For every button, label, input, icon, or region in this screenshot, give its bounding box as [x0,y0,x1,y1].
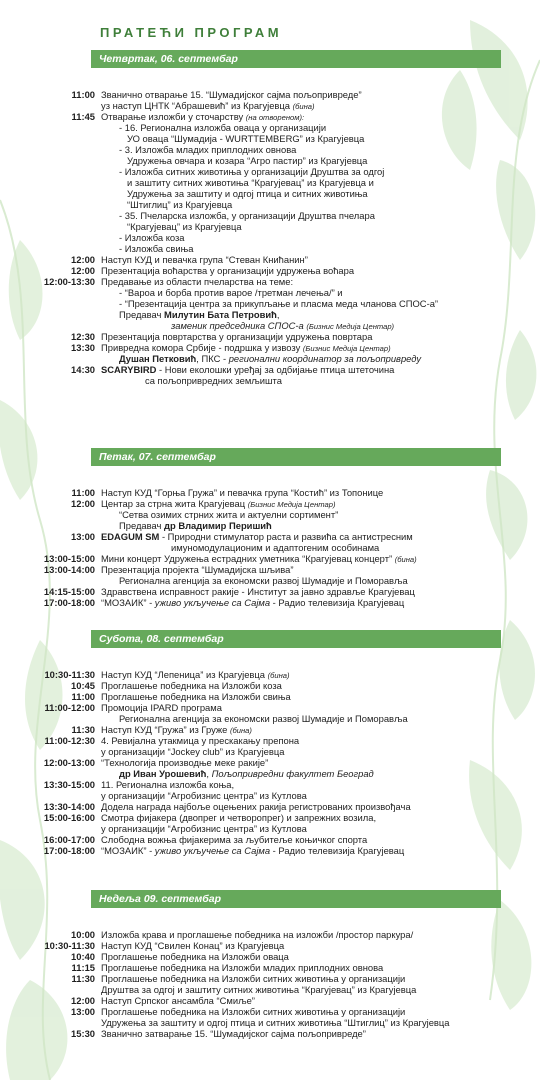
event-italic: регионални координатор за пољопривреду [228,353,422,364]
schedule-text [101,845,404,856]
schedule-time: 11:00-12:30 [44,735,95,746]
event-text: Наступ КУД “Гружа” из Груже [101,724,228,735]
event-text: у организацији “Jockey club” из Крагујевца [101,746,285,757]
schedule-text [101,531,413,542]
schedule-time: 12:00 [71,498,95,509]
event-text: Званично затварање 15. “Шумадијског сајма пољопривреде” [101,1028,366,1039]
schedule-time: 13:30-14:00 [43,801,95,812]
event-text: “Технологија производње меке ракије” [101,757,269,768]
schedule-text [119,768,374,779]
schedule-time: 12:00-13:00 [43,757,95,768]
event-text: - Изложба коза [119,232,185,243]
event-italic: уживо укључење са Сајма [154,845,271,856]
schedule-time: 10:40 [71,951,95,962]
schedule-text [101,779,234,790]
event-text: Додела награда најбоље оцењених ракија регистрованих произвођача [101,801,411,812]
schedule-text [119,575,408,586]
event-text: Наступ КУД “Лепеница” из Крагујевца [101,669,265,680]
event-text: “МОЗАИК” - [101,597,155,608]
event-text: и заштиту ситних животиња “Крагујевац” из Крагујевца и [127,177,374,188]
schedule-time: 13:00 [71,531,95,542]
schedule-text [119,520,272,531]
schedule-text [101,757,268,768]
event-text: Слободна вожња фијакерима за љубитеље коњичког спорта [101,834,368,845]
schedule-time: 10:00 [71,929,95,940]
venue-note: (бина) [292,102,315,111]
schedule-time: 15:30 [71,1028,95,1039]
event-text: имуномодулационим и адаптогеним особинама [171,542,380,553]
schedule-text [119,166,384,177]
day-header: Четвртак, 06. септембар [91,50,501,68]
schedule-text [101,812,376,823]
schedule-text [127,133,364,144]
event-text: Проглашење победника на Изложби младих приплодних овнова [101,962,384,973]
schedule-time: 12:30 [71,331,95,342]
schedule-time: 13:30-15:00 [43,779,95,790]
schedule-text [101,364,394,375]
event-text: Презентација воћарства у организацији удружења воћара [101,265,355,276]
schedule-text [101,735,299,746]
event-text: Презентација пројекта “Шумадијска шљива” [101,564,294,575]
schedule-text [101,276,293,287]
venue-note: (бина) [267,671,290,680]
schedule-text [127,177,374,188]
event-text: 4. Ревијална утакмица у прескакању препона [101,735,300,746]
schedule-text [101,1006,405,1017]
schedule-time: 11:00-12:00 [44,702,95,713]
page-title: ПРАТЕЋИ ПРОГРАМ [100,25,283,40]
schedule-time: 12:00-13:30 [43,276,95,287]
schedule-time: 11:30 [71,724,95,735]
schedule-text [119,353,421,364]
event-text: Промоција IPARD програма [101,702,222,713]
schedule-text [101,254,308,265]
event-text: - Изложба ситних животиња у организацији Друштва за одгој [119,166,385,177]
schedule-time: 17:00-18:00 [43,597,95,608]
event-text: - 35. Пчеларска изложба, у организацији Друштва пчелара [119,210,375,221]
event-text: Наступ КУД “Свилен Конац” из Крагујевца [101,940,285,951]
event-text: Проглашење победника на Изложби ситних животиња у организацији [101,1006,406,1017]
event-rest: , ПКС - [196,353,229,364]
schedule-text [101,89,362,100]
schedule-text [101,680,282,691]
schedule-time: 17:00-18:00 [43,845,95,856]
schedule-text [127,155,367,166]
schedule-text [119,210,375,221]
schedule-text [101,702,222,713]
event-text: Удружења за заштиту и одгој птица и ситних животиња “Штиглиц” из Крагујевца [101,1017,450,1028]
schedule-time: 11:30 [71,973,95,984]
event-text: “МОЗАИК” - [101,845,155,856]
schedule-text [119,232,185,243]
event-text: Привредна комора Србије - подршка у извозу [101,342,301,353]
schedule-time: 10:45 [71,680,95,691]
event-text: - “Презентација центра за прикупљање и пласма меда чланова СПОС-а” [119,298,439,309]
venue-note: (Бизнис Медија Центар) [306,322,395,331]
schedule-time: 14:15-15:00 [43,586,95,597]
schedule-text [101,823,307,834]
event-rest: , [276,309,280,320]
event-italic: заменик председника СПОС-а [171,320,304,331]
event-text: Проглашење победника на Изложби свиња [101,691,291,702]
speaker-name: Душан Петковић [119,353,197,364]
schedule-text [101,995,255,1006]
event-rest: - Радио телевизија Крагујевац [270,845,405,856]
schedule-text [171,542,379,553]
event-text: Презентација повртарства у организацији удружења повртара [101,331,373,342]
event-text: Наступ КУД и певачка група “Стеван Книћанин” [101,254,308,265]
event-text: Предавач [119,309,165,320]
event-rest: - Природни стимулатор раста и развића са антистресним [159,531,413,542]
schedule-time: 12:00 [71,995,95,1006]
event-rest: , [206,768,212,779]
schedule-time: 10:30-11:30 [44,940,95,951]
schedule-text [101,1028,366,1039]
schedule-text [101,487,383,498]
venue-note: (Бизнис Медија Центар) [302,344,391,353]
event-text: Званично отварање 15. “Шумадијског сајма пољопривреде” [101,89,362,100]
event-text: “Крагујевац” из Крагујевца [127,221,242,232]
event-text: Здравствена исправност ракије - Институт за јавно здравље Крагујевац [101,586,415,597]
event-text: Наступ КУД “Горња Гружа” и певачка група “Костић” из Топонице [101,487,384,498]
event-text: уз наступ ЦНТК “Абрашевић” из Крагујевца [101,100,290,111]
schedule-text [127,199,232,210]
schedule-time: 11:00 [71,691,95,702]
schedule-text [145,375,282,386]
schedule-text [101,940,284,951]
venue-note: (бина) [394,555,417,564]
schedule-text [101,564,294,575]
schedule-text [101,951,289,962]
day-header: Петак, 07. септембар [91,448,501,466]
event-text: са пољопривредних земљишта [145,375,282,386]
schedule-text [119,243,193,254]
schedule-time: 16:00-17:00 [43,834,95,845]
venue-note: (на отвореном): [245,113,305,122]
event-text: Проглашење победника на Изложби ситних животиња у организацији [101,973,406,984]
schedule-time: 13:00-14:00 [43,564,95,575]
event-text: - 3. Изложба младих приплодних овнова [119,144,297,155]
day-header: Недеља 09. септембар [91,890,501,908]
schedule-text [119,298,438,309]
schedule-text [119,309,279,320]
day-header: Субота, 08. септембар [91,630,501,648]
event-text: Мини концерт Удружења естрадних уметника “Крагујевац концерт” [101,553,393,564]
schedule-text [119,122,326,133]
schedule-text [101,973,405,984]
event-text: - 16. Регионална изложба оваца у организацији [119,122,327,133]
schedule-text [101,962,383,973]
schedule-time: 13:30 [71,342,95,353]
schedule-text [101,801,411,812]
schedule-text [101,929,413,940]
speaker-name: SCARYBIRD [101,364,157,375]
event-italic: Пољопривредни факултет Београд [211,768,374,779]
schedule-time: 11:45 [71,111,95,122]
event-text: Регионална агенција за економски развој Шумадије и Поморавља [119,575,408,586]
event-text: Удружења за заштиту и одгој птица и ситних животиња [127,188,368,199]
schedule-text [119,713,408,724]
event-text: Друштва за одгој и заштиту ситних животиња “Крагујевац” из Крагујевца [101,984,417,995]
event-text: - Изложба свиња [119,243,194,254]
venue-note: (бина) [229,726,252,735]
event-text: Смотра фијакера (двопрег и четворопрег) и запрежних возила, [101,812,377,823]
event-text: Предавач [119,520,165,531]
event-rest: - Нови еколошки уређај за одбијање птица штеточина [156,364,395,375]
schedule-text [101,834,367,845]
event-text: 11. Регионална изложба коња, [101,779,235,790]
speaker-name: Милутин Бата Петровић [164,309,277,320]
event-text: “Сетва озимих стрних жита и актуелни сортимент” [119,509,339,520]
event-text: у организацији “Агробизнис центра” из Кутлова [101,823,307,834]
event-text: Проглашење победника на Изложби коза [101,680,282,691]
schedule-text [119,509,338,520]
schedule-text [101,790,307,801]
event-text: “Штиглиц” из Крагујевца [127,199,233,210]
event-text: Отварање изложби у сточарству [101,111,244,122]
speaker-name: др Иван Урошевић [119,768,207,779]
schedule-time: 15:00-16:00 [43,812,95,823]
event-rest: - Радио телевизија Крагујевац [270,597,405,608]
event-text: УО оваца “Шумадија - WURTTEMBERG” из Крагујевца [127,133,365,144]
event-text: Проглашење победника на Изложби оваца [101,951,289,962]
speaker-name: EDAGUM SM [101,531,160,542]
schedule-time: 14:30 [71,364,95,375]
event-text: - “Вароа и борба против вароe /третман лечења/” и [119,287,343,298]
event-text: Удружења овчара и козара “Агро пастир” из Крагујевца [127,155,368,166]
event-text: Предавање из области пчеларства на теме: [101,276,294,287]
schedule-time: 11:00 [71,487,95,498]
event-text: Изложба крава и проглашење победника на изложби /простор паркура/ [101,929,414,940]
schedule-time: 13:00 [71,1006,95,1017]
event-text: Регионална агенција за економски развој Шумадије и Поморавља [119,713,408,724]
schedule-text [119,144,296,155]
schedule-time: 11:15 [71,962,95,973]
schedule-text [127,188,368,199]
schedule-text [101,597,404,608]
event-italic: уживо укључење са Сајма [154,597,271,608]
event-text: у организацији “Агробизнис центра” из Кутлова [101,790,307,801]
schedule-text [101,586,415,597]
schedule-time: 12:00 [71,265,95,276]
schedule-text [101,691,291,702]
schedule-time: 12:00 [71,254,95,265]
event-text: Наступ Српског ансамбла “Смиље” [101,995,255,1006]
schedule-text [101,265,354,276]
schedule-text [101,331,372,342]
schedule-text [127,221,242,232]
schedule-time: 11:00 [71,89,95,100]
schedule-text [101,1017,450,1028]
schedule-time: 13:00-15:00 [43,553,95,564]
schedule-text [119,287,343,298]
venue-note: (Бизнис Медија Центар) [247,500,336,509]
speaker-name: др Владимир Перишић [164,520,272,531]
schedule-time: 10:30-11:30 [44,669,95,680]
event-text: Центар за стрна жита Крагујевац [101,498,246,509]
schedule-text [101,746,284,757]
schedule-text [101,984,416,995]
